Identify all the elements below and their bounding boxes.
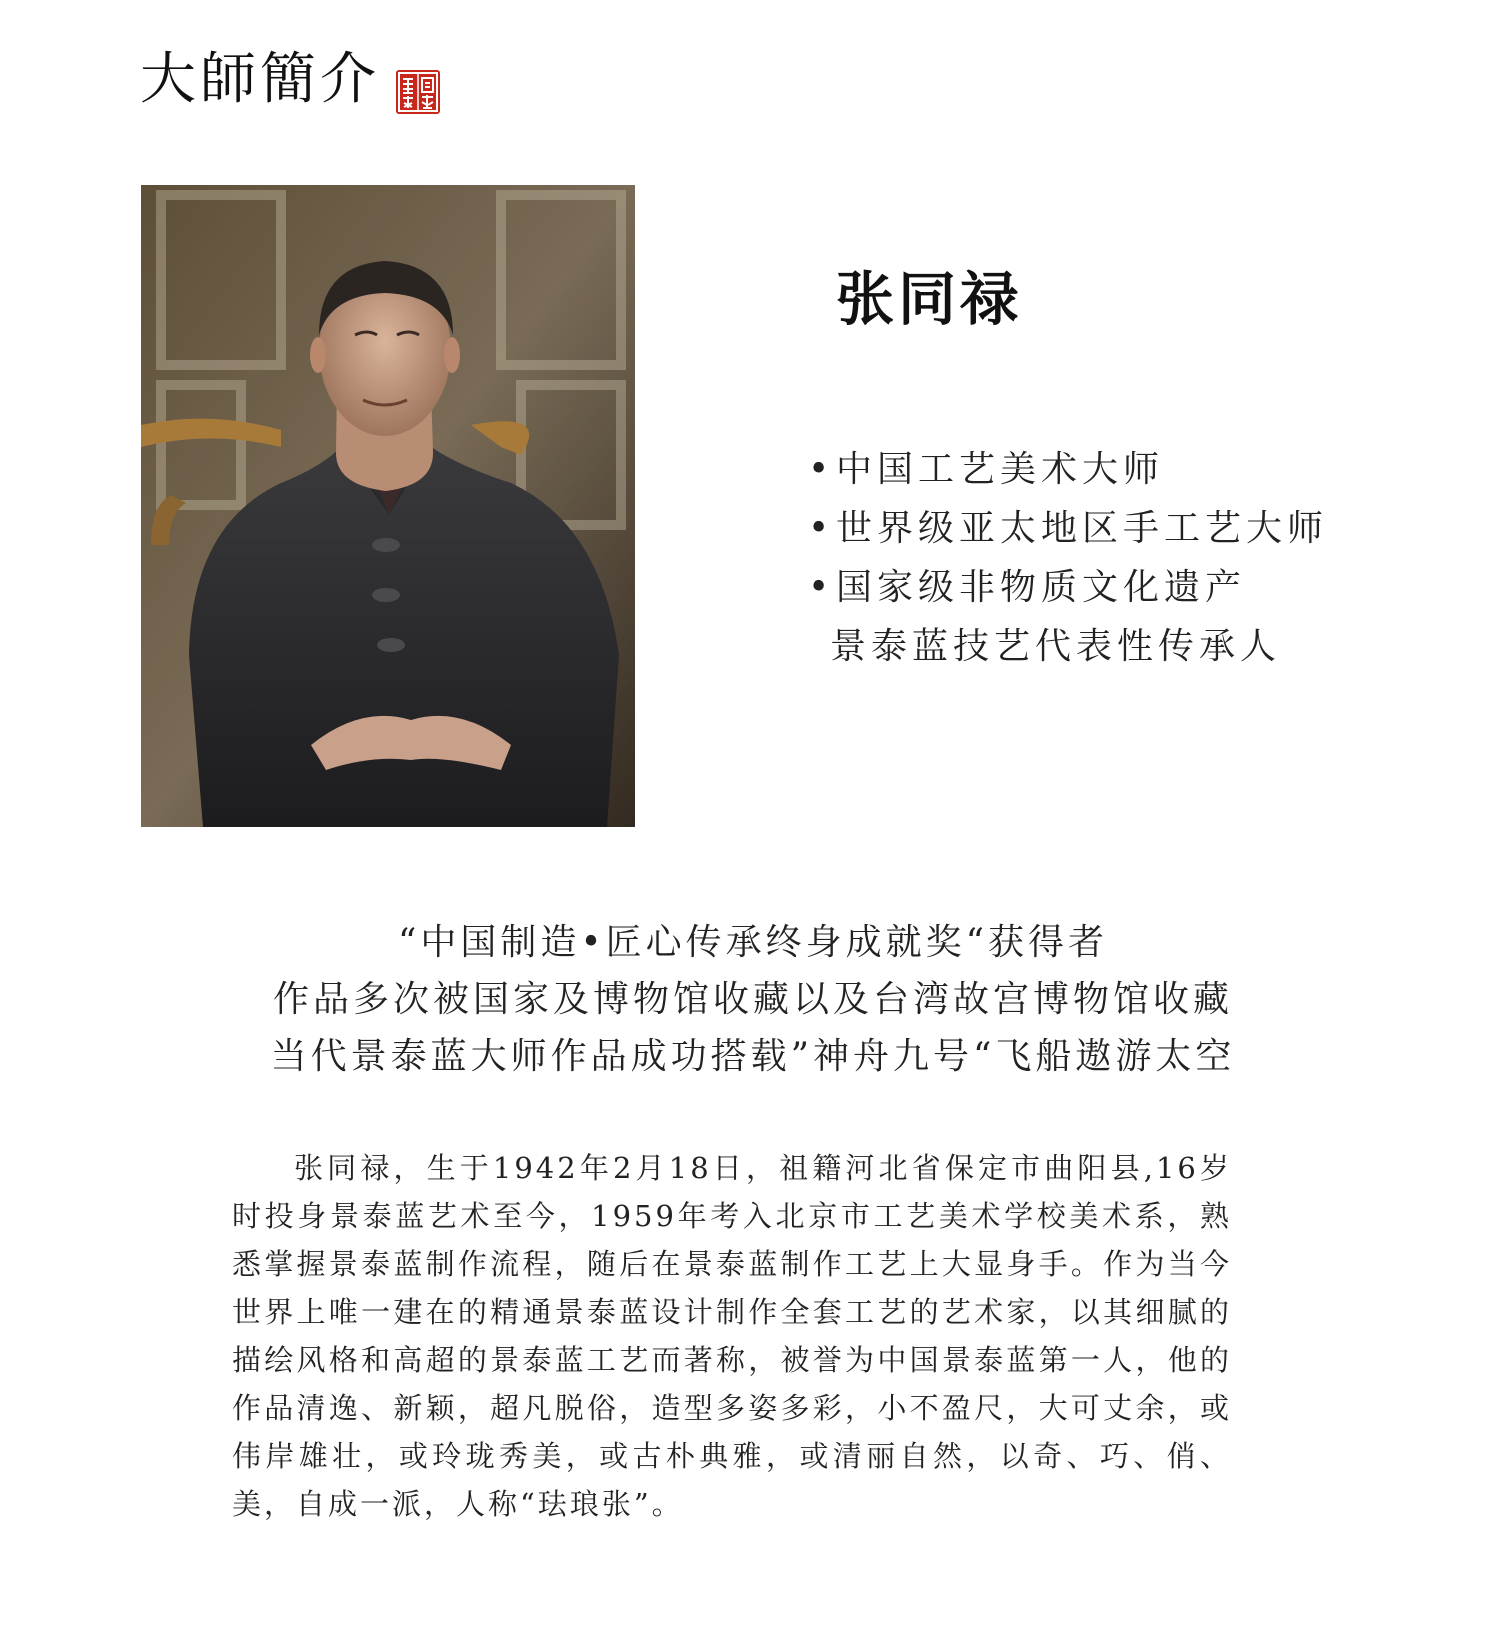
honor-titles-list xyxy=(808,440,1328,676)
honor-title-item: •中国工艺美术大师 xyxy=(808,440,1328,499)
master-name: 张同禄 xyxy=(836,265,1023,333)
achievement-line: 当代景泰蓝大师作品成功搭载”神舟九号“飞船遨游太空 xyxy=(270,1036,1236,1077)
master-portrait-photo xyxy=(141,185,635,827)
page-title: 大師簡介 xyxy=(140,47,380,112)
achievement-line: “中国制造•匠心传承终身成就奖“获得者 xyxy=(397,922,1109,963)
honor-title-item: •世界级亚太地区手工艺大师 xyxy=(808,499,1328,558)
bullet-icon: • xyxy=(808,449,835,490)
bullet-icon: • xyxy=(808,567,835,608)
biography-paragraph: 张同禄，生于1942年2月18日，祖籍河北省保定市曲阳县,16岁时投身景泰蓝艺术至今，1959年考入北京市工艺美术学校美术系，熟悉掌握景泰蓝制作流程，随后在景泰蓝制作工艺上大显身手。作为当今世界上唯一建在的精通景泰蓝设计制作全套工艺的艺术家，以其细腻的描绘风格和高超的景泰蓝工艺而著称，被誉为中国景泰蓝第一人，他的作品清逸、新颖，超凡脱俗，造型多姿多彩，小不盈尺，大可丈余，或伟岸雄壮，或玲珑秀美，或古朴典雅，或清丽自然，以奇、巧、俏、美，自成一派，人称“珐琅张”。 xyxy=(232,1151,1232,1521)
achievements-block xyxy=(0,914,1506,1085)
honor-title-continuation: 景泰蓝技艺代表性传承人 xyxy=(830,626,1282,667)
achievement-line: 作品多次被国家及博物馆收藏以及台湾故宫博物馆收藏 xyxy=(272,979,1233,1020)
bullet-icon: • xyxy=(808,508,835,549)
honor-title-item: •国家级非物质文化遗产 xyxy=(808,558,1328,617)
seal-stamp xyxy=(396,70,440,114)
